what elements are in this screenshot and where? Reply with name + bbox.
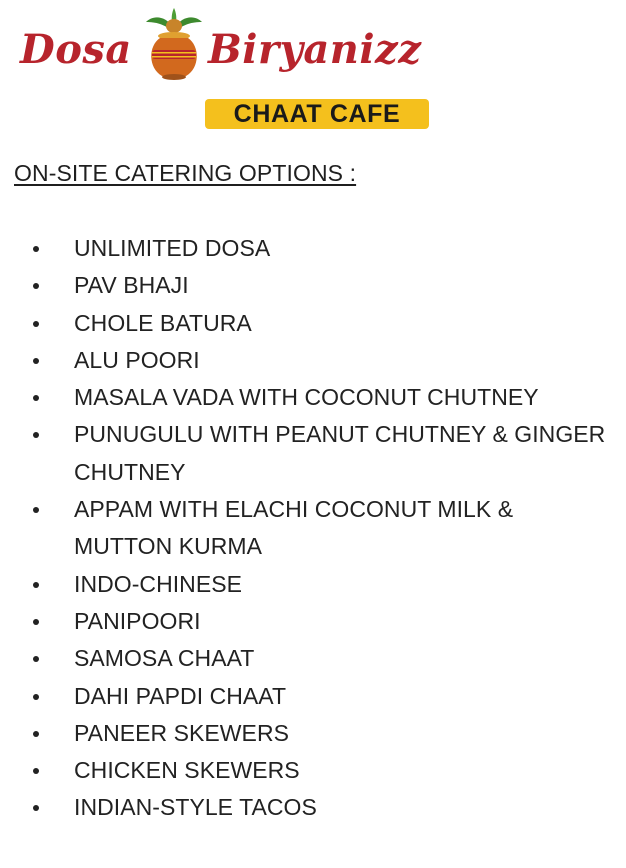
list-item	[0, 342, 626, 379]
list-item-label: CHICKEN SKEWERS	[74, 757, 300, 784]
bullet-icon	[33, 358, 39, 364]
bullet-icon	[33, 582, 39, 588]
bullet-icon	[33, 507, 39, 513]
list-item-label: UNLIMITED DOSA	[74, 235, 271, 261]
kalash-pot-icon	[142, 6, 206, 86]
list-item-label: PANIPOORI	[74, 607, 201, 634]
bullet-icon	[33, 432, 39, 438]
page-title: ON-SITE CATERING OPTIONS :	[14, 160, 357, 186]
list-item-label: CHOLE BATURA	[74, 309, 252, 336]
bullet-icon	[33, 283, 39, 289]
badge-label: CHAAT CAFE	[233, 100, 401, 128]
list-item	[0, 715, 626, 752]
bullet-icon	[33, 694, 39, 700]
list-item	[0, 491, 626, 566]
list-item-label: PANEER SKEWERS	[74, 719, 289, 746]
list-item	[0, 789, 626, 826]
chaat-cafe-badge	[205, 99, 429, 129]
catering-options-list	[0, 230, 626, 827]
bullet-icon	[33, 656, 39, 662]
logo-word-dosa: Dosa	[20, 26, 132, 73]
bullet-icon	[33, 619, 39, 625]
list-item-label: PAV BHAJI	[74, 272, 189, 299]
list-item	[0, 267, 626, 304]
list-item	[0, 230, 626, 267]
list-item-label: INDO-CHINESE	[74, 570, 243, 597]
list-item-label: PUNUGULU WITH PEANUT CHUTNEY & GINGER CHUTNEY	[74, 421, 606, 485]
list-item	[0, 566, 626, 603]
list-item	[0, 752, 626, 789]
logo-word-biryanizz: Biryanizz	[208, 26, 422, 73]
list-item-label: ALU POORI	[74, 346, 200, 373]
bullet-icon	[33, 395, 39, 401]
list-item	[0, 305, 626, 342]
list-item	[0, 678, 626, 715]
list-item-label: SAMOSA CHAAT	[74, 645, 255, 672]
list-item	[0, 640, 626, 677]
bullet-icon	[33, 731, 39, 737]
list-item	[0, 603, 626, 640]
bullet-icon	[33, 246, 39, 252]
bullet-icon	[33, 805, 39, 811]
list-item	[0, 416, 626, 491]
bullet-icon	[33, 321, 39, 327]
list-item-label: MASALA VADA WITH COCONUT CHUTNEY	[74, 384, 539, 411]
list-item-label: INDIAN-STYLE TACOS	[74, 794, 317, 821]
list-item-label: DAHI PAPDI CHAAT	[74, 682, 287, 709]
list-item	[0, 379, 626, 416]
bullet-icon	[33, 768, 39, 774]
brand-logo	[20, 6, 440, 98]
list-item-label: APPAM WITH ELACHI COCONUT MILK & MUTTON KURMA	[74, 496, 514, 560]
